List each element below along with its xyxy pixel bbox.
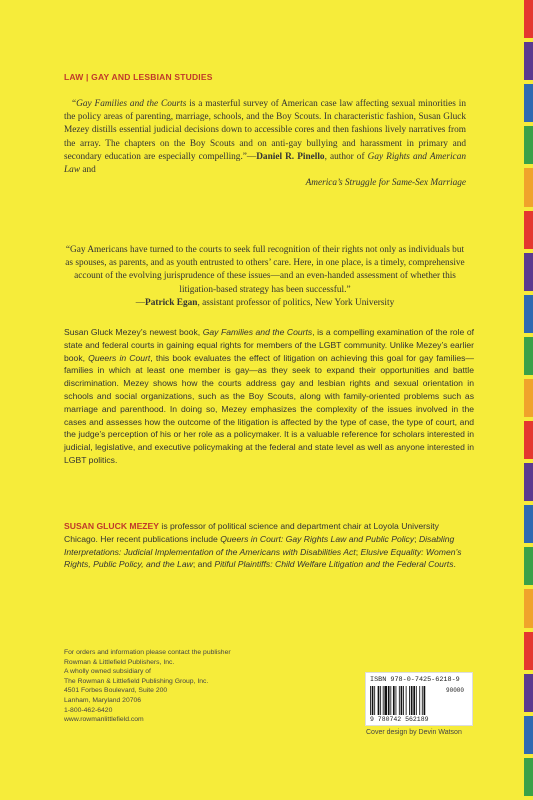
isbn-barcode — [365, 672, 473, 726]
category-label: LAW | GAY AND LESBIAN STUDIES — [64, 72, 213, 82]
edge-stripe — [524, 295, 533, 333]
contact-line: 4501 Forbes Boulevard, Suite 200 — [64, 687, 168, 695]
edge-stripe — [524, 337, 533, 375]
book-title: Pitiful Plaintiffs: Child Welfare Litigation and the Federal Courts — [214, 559, 454, 570]
quote-text: “Gay Americans have turned to the courts to seek full recognition of their rights not only as individuals but as spouses, as parents, and as youth entrusted to others’ care. Here, in one place, is a timely, comprehensive account of the evolving jurisprudence of these issues—and an even-handed assessment of whether this litigation-based strategy has been successful.” — [65, 245, 465, 295]
book-title: Elusive Equality: Women’s Rights, Public Policy, and the Law — [64, 546, 462, 570]
cover-design-credit: Cover design by Devin Watson — [366, 729, 462, 736]
quote-text: “Gay Families and the Courts is a masterful survey of American case law affecting sexual minorities in the policy areas of parenting, marriage, schools, and the Boy Scouts. In characteristic fashion, Susan Gluck Mezey distills essential judicial decisions down to accessible cores and then fashions lively narratives from the array. The chapters on the Boy Scouts and on anti-gay bullying and harassment in primary and secondary education are especially compelling.”—Daniel R. Pinello, author of Gay Rights and American Law and — [64, 99, 466, 176]
contact-line: A wholly owned subsidiary of — [64, 668, 151, 676]
edge-stripe — [524, 463, 533, 501]
edge-stripe — [524, 253, 533, 291]
author-name: SUSAN GLUCK MEZEY — [64, 521, 160, 531]
contact-line: For orders and information please contact the publisher — [64, 649, 231, 656]
edge-stripe — [524, 632, 533, 670]
edge-stripe — [524, 211, 533, 249]
contact-line: Rowman & Littlefield Publishers, Inc. — [64, 658, 175, 666]
price-code: 90000 — [446, 687, 465, 694]
edge-stripe — [524, 589, 533, 627]
ean-number: 9 780742 562189 — [370, 716, 429, 723]
quote-attribution-name: Daniel R. Pinello — [256, 151, 325, 162]
edge-stripe — [524, 42, 533, 80]
quote-attribution — [64, 177, 466, 190]
contact-line: The Rowman & Littlefield Publishing Group, Inc. — [64, 677, 209, 685]
edge-stripe — [524, 716, 533, 754]
book-title: Queers in Court: Gay Rights Law and Public Policy — [220, 533, 415, 544]
edge-stripe — [524, 168, 533, 206]
edge-stripe — [524, 547, 533, 585]
book-description: Susan Gluck Mezey’s newest book, Gay Families and the Courts, is a compelling examination of the role of state and federal courts in gaining equal rights for members of the LGBT community. Unlike Mezey’s earlier book, Queers in Court, this book evaluates the effect of litigation on achieving this goal for gay families—families in which at least one member is gay—as they seek to expand their opportunities and battle discrimination. Mezey shows how the courts address gay and lesbian rights and sexual orientation in schools and social organizations, such as the Boy Scouts, along with family-oriented problems such as marriage and parenthood. In doing so, Mezey emphasizes the complexity of the issues involved in the cases and assesses how the outcome of the litigation is affected by the type of case, the type of court, and the judge’s perception of his or her role as a policymaker. It is a valuable reference for scholars interested in judicial, legislative, and executive policymaking at the federal and state level as well as anyone interested in LGBT politics. — [64, 327, 474, 465]
publisher-contact — [64, 648, 294, 725]
contact-line: Lanham, Maryland 20706 — [64, 696, 142, 704]
edge-stripe — [524, 674, 533, 712]
book-title: Gay Families and the Courts — [76, 99, 187, 109]
isbn-number: ISBN 978-0-7425-6218-9 — [370, 676, 460, 684]
edge-stripe — [524, 126, 533, 164]
edge-stripe — [524, 379, 533, 417]
book-title: Disabling Interpretations: Judicial Implementation of the Americans with Disabilities Act — [64, 533, 455, 557]
endorsement-quote-pinello — [64, 98, 466, 190]
edge-stripe — [524, 0, 533, 38]
book-title: Queers in Court — [88, 352, 151, 363]
edge-stripe — [524, 421, 533, 459]
edge-stripe — [524, 505, 533, 543]
author-bio: SUSAN GLUCK MEZEY is professor of political science and department chair at Loyola University Chicago. Her recent publications include Queers in Court: Gay Rights Law and Public Policy; Disabling Interpretations: Judicial Implementation of the Americans with Disabilities Act; Elusive Equality: Women’s Rights, Public Policy, and the Law; and Pitiful Plaintiffs: Child Welfare Litigation and the Federal Courts. — [64, 521, 462, 570]
book-title: Gay Rights and American Law — [64, 151, 466, 176]
contact-line: www.rowmanlittlefield.com — [64, 716, 144, 724]
book-title: Gay Families and the Courts — [202, 327, 313, 337]
contact-line: 1-800-462-6420 — [64, 706, 113, 714]
barcode-icon — [370, 686, 444, 716]
quote-attribution-name: Patrick Egan — [145, 297, 198, 308]
book-title: America’s Struggle for Same-Sex Marriage — [305, 178, 466, 189]
quote-attribution: —Patrick Egan, assistant professor of politics, New York University — [135, 297, 395, 308]
edge-stripe — [524, 758, 533, 796]
endorsement-quote-egan — [64, 244, 466, 310]
edge-stripe — [524, 84, 533, 122]
